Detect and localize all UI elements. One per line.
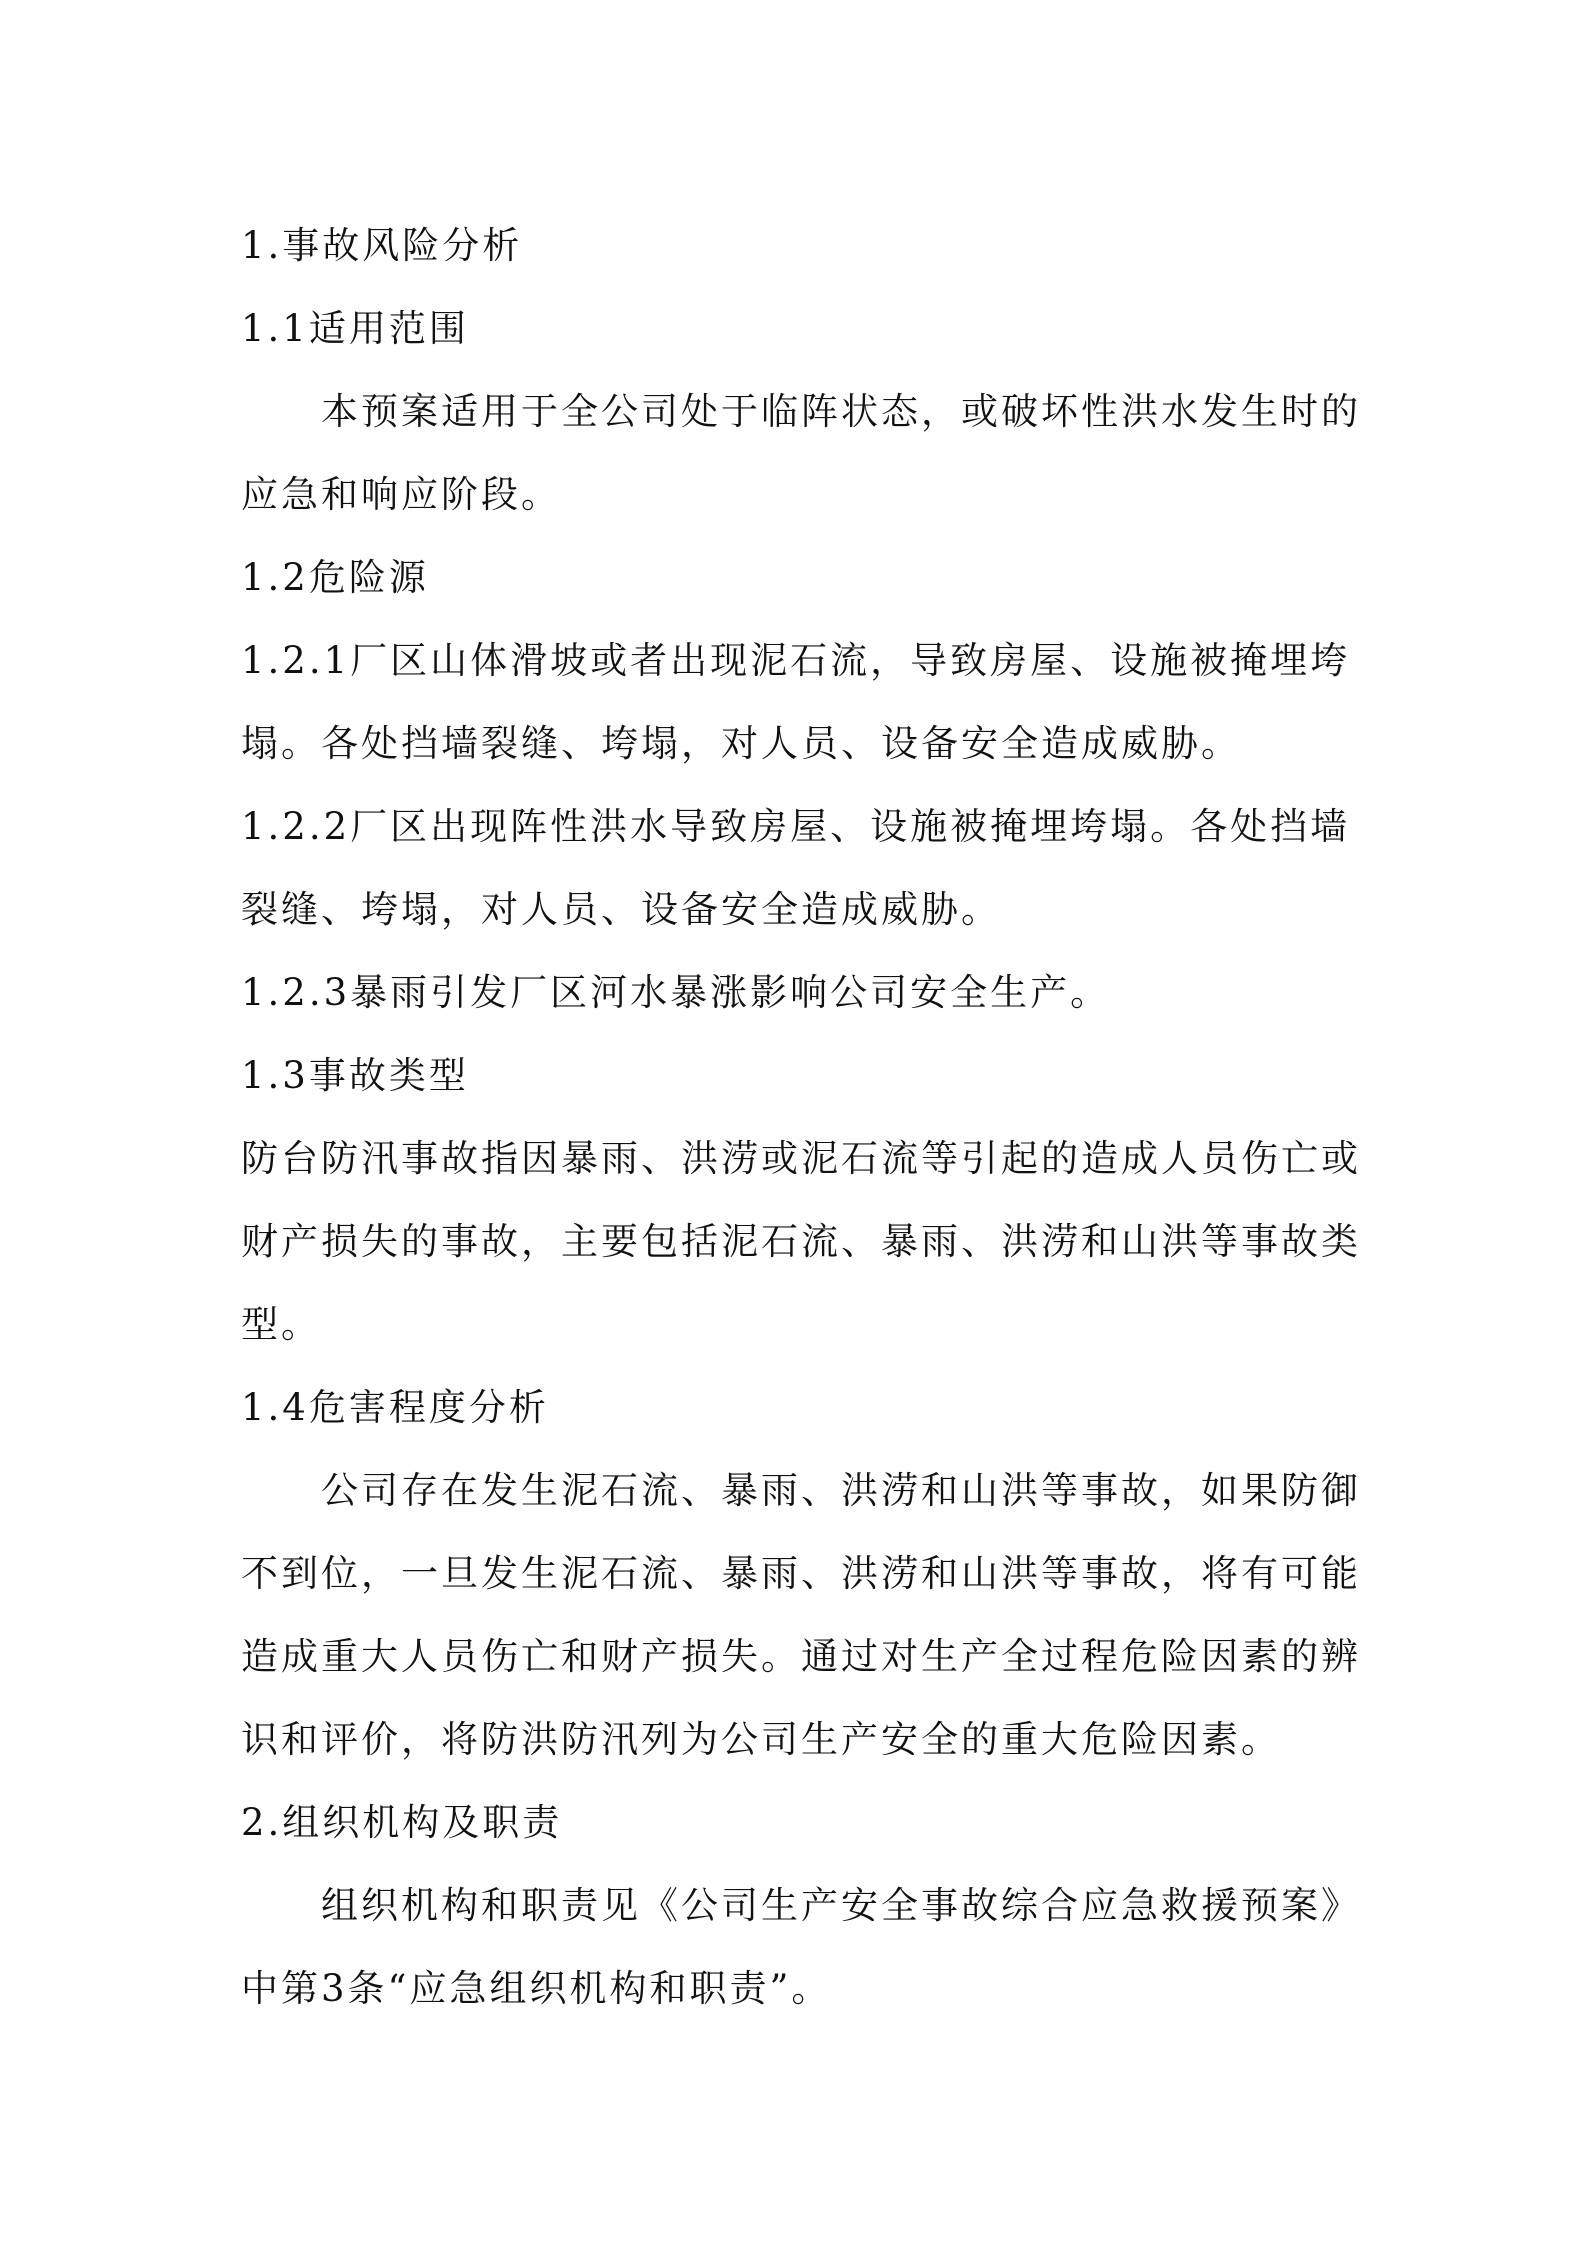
paragraph-scope-line-1: 本预案适用于全公司处于临阵状态，或破坏性洪水发生时的 — [321, 390, 1361, 433]
paragraph-accident-type-line-3: 型。 — [241, 1303, 321, 1346]
heading-organization-duties: 2.组织机构及职责 — [241, 1801, 563, 1844]
paragraph-hazard-3: 1.2.3暴雨引发厂区河水暴涨影响公司安全生产。 — [241, 971, 1111, 1014]
paragraph-organization-line-1: 组织机构和职责见《公司生产安全事故综合应急救援预案》 — [321, 1884, 1361, 1927]
paragraph-severity-line-4: 识和评价，将防洪防汛列为公司生产安全的重大危险因素。 — [241, 1718, 1281, 1761]
subheading-hazard-source: 1.2危险源 — [241, 556, 429, 599]
paragraph-organization-line-2: 中第3条“应急组织机构和职责”。 — [241, 1967, 832, 2010]
subheading-scope: 1.1适用范围 — [241, 307, 469, 350]
paragraph-severity-line-1: 公司存在发生泥石流、暴雨、洪涝和山洪等事故，如果防御 — [321, 1469, 1361, 1512]
paragraph-scope-line-2: 应急和响应阶段。 — [241, 473, 561, 516]
paragraph-hazard-2-line-1: 1.2.2厂区出现阵性洪水导致房屋、设施被掩埋垮塌。各处挡墙 — [241, 805, 1351, 848]
paragraph-hazard-2-line-2: 裂缝、垮塌，对人员、设备安全造成威胁。 — [241, 888, 1001, 931]
subheading-accident-type: 1.3事故类型 — [241, 1054, 469, 1097]
paragraph-severity-line-3: 造成重大人员伤亡和财产损失。通过对生产全过程危险因素的辨 — [241, 1635, 1361, 1678]
paragraph-severity-line-2: 不到位，一旦发生泥石流、暴雨、洪涝和山洪等事故，将有可能 — [241, 1552, 1361, 1595]
paragraph-hazard-1-line-2: 塌。各处挡墙裂缝、垮塌，对人员、设备安全造成威胁。 — [241, 722, 1241, 765]
document-body — [241, 204, 1361, 2030]
paragraph-accident-type-line-1: 防台防汛事故指因暴雨、洪涝或泥石流等引起的造成人员伤亡或 — [241, 1137, 1361, 1180]
subheading-hazard-severity: 1.4危害程度分析 — [241, 1386, 549, 1429]
heading-accident-risk-analysis: 1.事故风险分析 — [241, 224, 523, 267]
paragraph-hazard-1-line-1: 1.2.1厂区山体滑坡或者出现泥石流，导致房屋、设施被掩埋垮 — [241, 639, 1351, 682]
paragraph-accident-type-line-2: 财产损失的事故，主要包括泥石流、暴雨、洪涝和山洪等事故类 — [241, 1220, 1361, 1263]
